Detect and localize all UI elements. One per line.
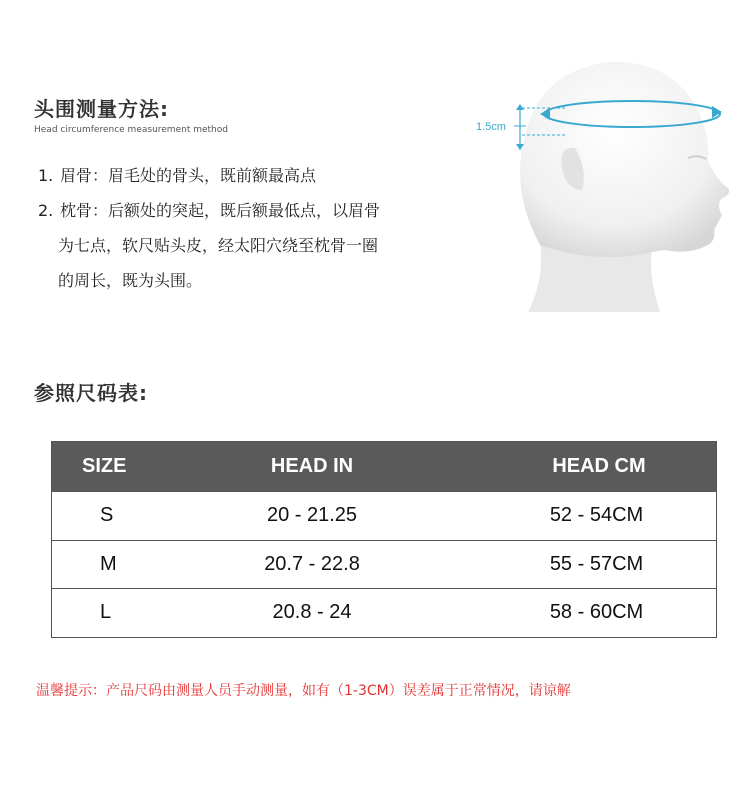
head-shape	[520, 62, 729, 257]
method-item-number: 1.	[38, 166, 54, 185]
table-row	[52, 540, 716, 589]
tape-arrow-right-icon	[712, 106, 722, 118]
table-row	[52, 588, 716, 637]
method-item-2-continued-2: 的周长，既为头围。	[58, 271, 203, 290]
cell-size: M	[100, 552, 117, 575]
measure-label: 1.5cm	[476, 121, 506, 133]
cell-head-in: 20.8 - 24	[272, 601, 352, 624]
method-list	[38, 158, 468, 298]
cell-head-cm: 55 - 57CM	[549, 552, 644, 575]
method-subtitle: Head circumference measurement method	[34, 125, 228, 135]
table-row	[52, 491, 716, 540]
method-item-2	[38, 193, 468, 228]
cell-head-cm: 52 - 54CM	[549, 504, 644, 527]
cell-head-in: 20.7 - 22.8	[264, 552, 360, 575]
method-item-2-continued-1: 为七点，软尺贴头皮，经太阳穴绕至枕骨一圈	[58, 236, 379, 255]
warm-tip: 温馨提示：产品尺码由测量人员手动测量，如有（1-3CM）误差属于正常情况，请谅解	[36, 683, 571, 699]
header-head-in: HEAD IN	[270, 455, 354, 477]
method-item-1	[38, 158, 468, 193]
cell-head-in: 20 - 21.25	[266, 504, 358, 527]
method-title: 头围测量方法:	[34, 97, 169, 121]
method-item-text: 眉骨：眉毛处的骨头，既前额最高点	[60, 166, 317, 185]
cell-size: L	[100, 601, 112, 624]
size-chart-title: 参照尺码表:	[34, 381, 148, 405]
cell-head-cm: 58 - 60CM	[549, 601, 644, 624]
header-size: SIZE	[82, 455, 127, 477]
size-table	[51, 441, 717, 638]
method-item-text: 枕骨：后额处的突起，既后额最低点，以眉骨	[60, 201, 381, 220]
cell-size: S	[100, 504, 114, 527]
header-head-cm: HEAD CM	[552, 455, 646, 477]
method-item-number: 2.	[38, 201, 54, 220]
table-header-row	[52, 442, 716, 491]
mannequin-head-illustration	[470, 40, 740, 315]
